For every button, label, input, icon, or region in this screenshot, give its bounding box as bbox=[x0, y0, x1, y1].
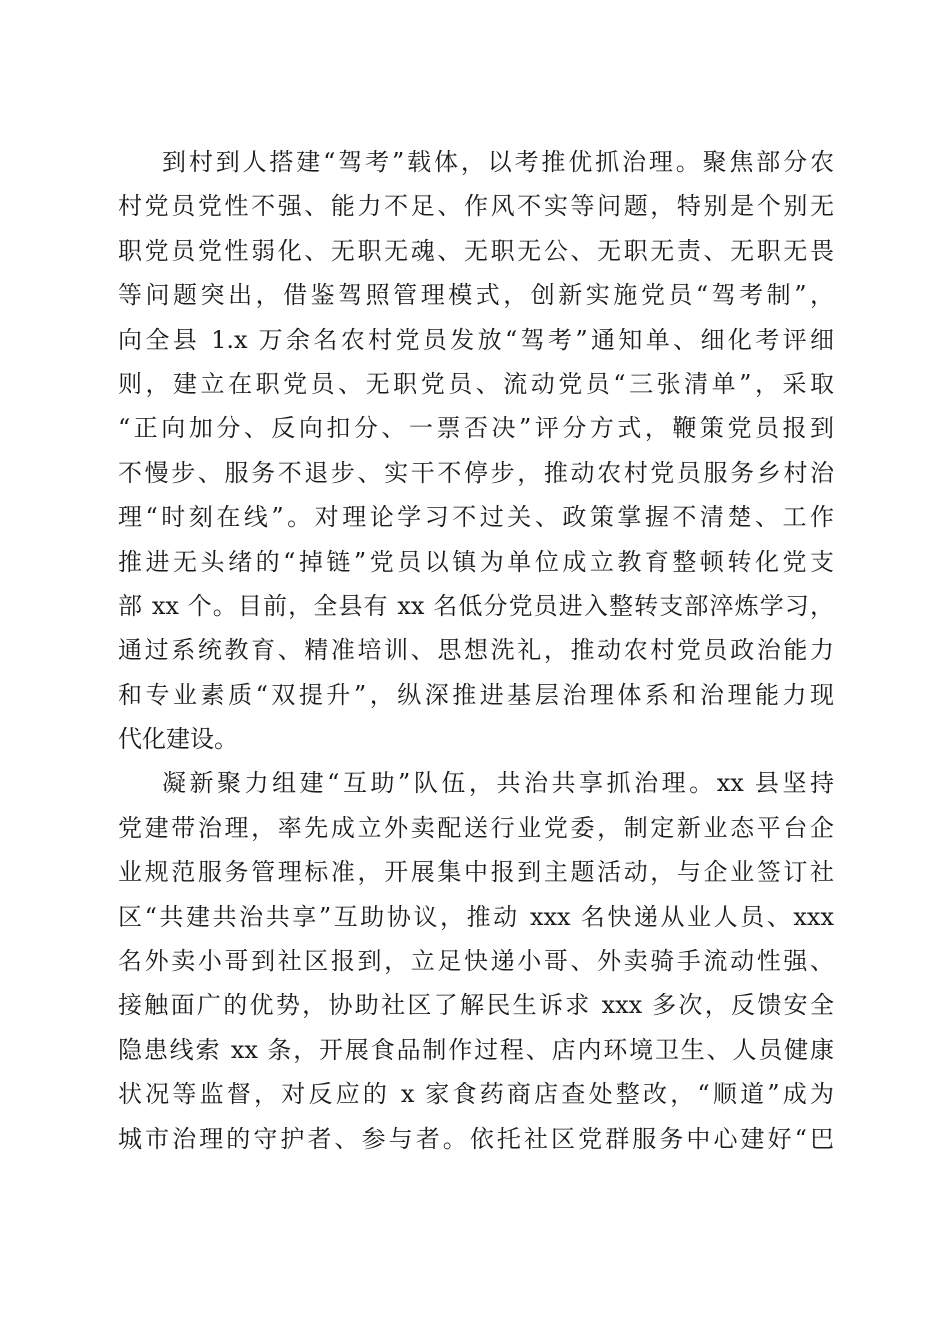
text-line: 状况等监督，对反应的 x 家食药商店查处整改，“顺道”成为 bbox=[118, 1080, 834, 1109]
text-line: 名外卖小哥到社区报到，立足快递小哥、外卖骑手流动性强、 bbox=[118, 947, 834, 976]
text-line: 理“时刻在线”。对理论学习不过关、政策掌握不清楚、工作 bbox=[118, 503, 834, 532]
text-line: 村党员党性不强、能力不足、作风不实等问题，特别是个别无 bbox=[118, 192, 834, 221]
text-line: 通过系统教育、精准培训、思想洗礼，推动农村党员政治能力 bbox=[118, 636, 834, 665]
text-line: 等问题突出，借鉴驾照管理模式，创新实施党员“驾考制”， bbox=[118, 281, 834, 310]
text-line: 代化建设。 bbox=[118, 725, 238, 754]
text-line: 到村到人搭建“驾考”载体，以考推优抓治理。聚焦部分农 bbox=[162, 148, 834, 176]
text-line: 部 xx 个。目前，全县有 xx 名低分党员进入整转支部淬炼学习， bbox=[118, 591, 834, 620]
paragraph-1 bbox=[118, 140, 834, 761]
text-line: 区“共建共治共享”互助协议，推动 xxx 名快递从业人员、xxx bbox=[118, 902, 834, 931]
text-line: 不慢步、服务不退步、实干不停步，推动农村党员服务乡村治 bbox=[118, 458, 834, 487]
text-line: 党建带治理，率先成立外卖配送行业党委，制定新业态平台企 bbox=[118, 813, 834, 842]
text-line: 凝新聚力组建“互助”队伍，共治共享抓治理。xx 县坚持 bbox=[162, 769, 834, 798]
text-line: 城市治理的守护者、参与者。依托社区党群服务中心建好“巴 bbox=[118, 1124, 834, 1153]
body-text bbox=[118, 140, 834, 1161]
text-line: 推进无头绪的“掉链”党员以镇为单位成立教育整顿转化党支 bbox=[118, 547, 834, 576]
text-line: “正向加分、反向扣分、一票否决”评分方式，鞭策党员报到 bbox=[118, 414, 834, 443]
text-line: 接触面广的优势，协助社区了解民生诉求 xxx 多次，反馈安全 bbox=[118, 991, 834, 1020]
text-line: 职党员党性弱化、无职无魂、无职无公、无职无责、无职无畏 bbox=[118, 236, 834, 265]
text-line: 隐患线索 xx 条，开展食品制作过程、店内环境卫生、人员健康 bbox=[118, 1035, 834, 1064]
text-line: 则，建立在职党员、无职党员、流动党员“三张清单”，采取 bbox=[118, 369, 834, 398]
text-line: 和专业素质“双提升”，纵深推进基层治理体系和治理能力现 bbox=[118, 680, 834, 709]
text-line: 向全县 1.x 万余名农村党员发放“驾考”通知单、细化考评细 bbox=[118, 325, 834, 354]
text-line: 业规范服务管理标准，开展集中报到主题活动，与企业签订社 bbox=[118, 858, 834, 887]
paragraph-2 bbox=[118, 761, 834, 1161]
